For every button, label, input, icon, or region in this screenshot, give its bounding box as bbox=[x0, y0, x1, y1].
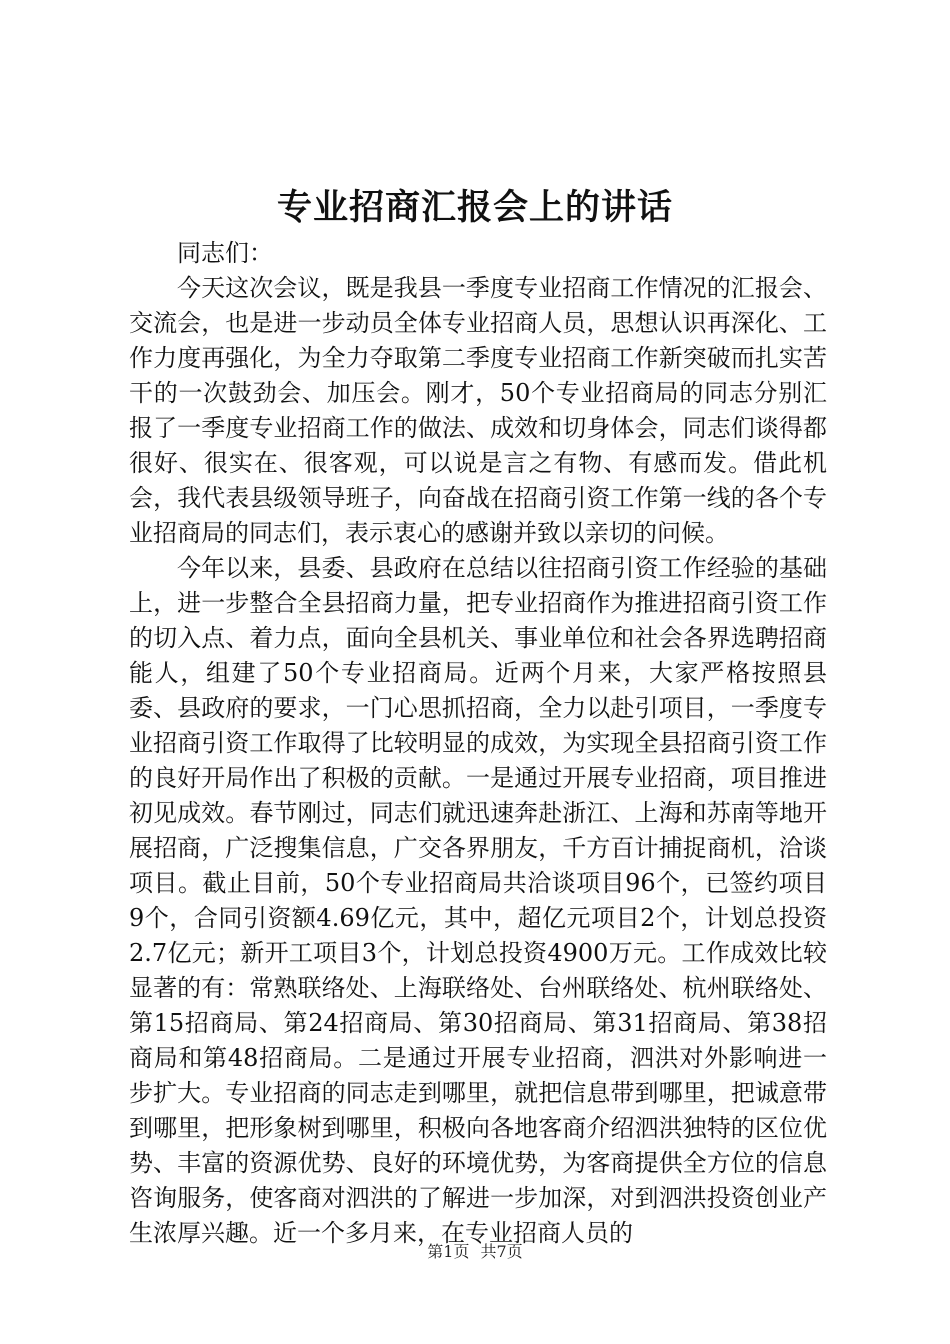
paragraph: 今年以来，县委、县政府在总结以往招商引资工作经验的基础上，进一步整合全县招商力量，把专业招商作为推进招商引资工作的切入点、着力点，面向全县机关、事业单位和社会各界选聘招商能人，组建了50个专业招商局。近两个月来，大家严格按照县委、县政府的要求，一门心思抓招商，全力以赴引项目，一季度专业招商引资工作取得了比较明显的成效，为实现全县招商引资工作的良好开局作出了积极的贡献。一是通过开展专业招商，项目推进初见成效。春节刚过，同志们就迅速奔赴浙江、上海和苏南等地开展招商，广泛搜集信息，广交各界朋友，千方百计捕捉商机，洽谈项目。截止目前，50个专业招商局共洽谈项目96个，已签约项目9个，合同引资额4.69亿元，其中，超亿元项目2个，计划总投资2.7亿元；新开工项目3个，计划总投资4900万元。工作成效比较显著的有：常熟联络处、上海联络处、台州联络处、杭州联络处、第15招商局、第24招商局、第30招商局、第31招商局、第38招商局和第48招商局。二是通过开展专业招商，泗洪对外影响进一步扩大。专业招商的同志走到哪里，就把信息带到哪里，把诚意带到哪里，把形象树到哪里，积极向各地客商介绍泗洪独特的区位优势、丰富的资源优势、良好的环境优势，为客商提供全方位的信息咨询服务，使客商对泗洪的了解进一步加深，对到泗洪投资创业产生浓厚兴趣。近一个多月来，在专业招商人员的 bbox=[129, 554, 827, 1247]
salutation: 同志们： bbox=[177, 239, 273, 267]
page-total: 共7页 bbox=[480, 1242, 523, 1261]
paragraph: 今天这次会议，既是我县一季度专业招商工作情况的汇报会、交流会，也是进一步动员全体专业招商人员，思想认识再深化、工作力度再强化，为全力夺取第二季度专业招商工作新突破而扎实苦干的一次鼓劲会、加压会。刚才，50个专业招商局的同志分别汇报了一季度专业招商工作的做法、成效和切身体会，同志们谈得都很好、很实在、很客观，可以说是言之有物、有感而发。借此机会，我代表县级领导班子，向奋战在招商引资工作第一线的各个专业招商局的同志们，表示衷心的感谢并致以亲切的问候。 bbox=[129, 274, 827, 547]
page-number: 第1页 bbox=[427, 1242, 470, 1261]
page-footer bbox=[0, 1240, 950, 1264]
document-body bbox=[129, 236, 827, 1251]
document-title: 专业招商汇报会上的讲话 bbox=[276, 187, 673, 228]
